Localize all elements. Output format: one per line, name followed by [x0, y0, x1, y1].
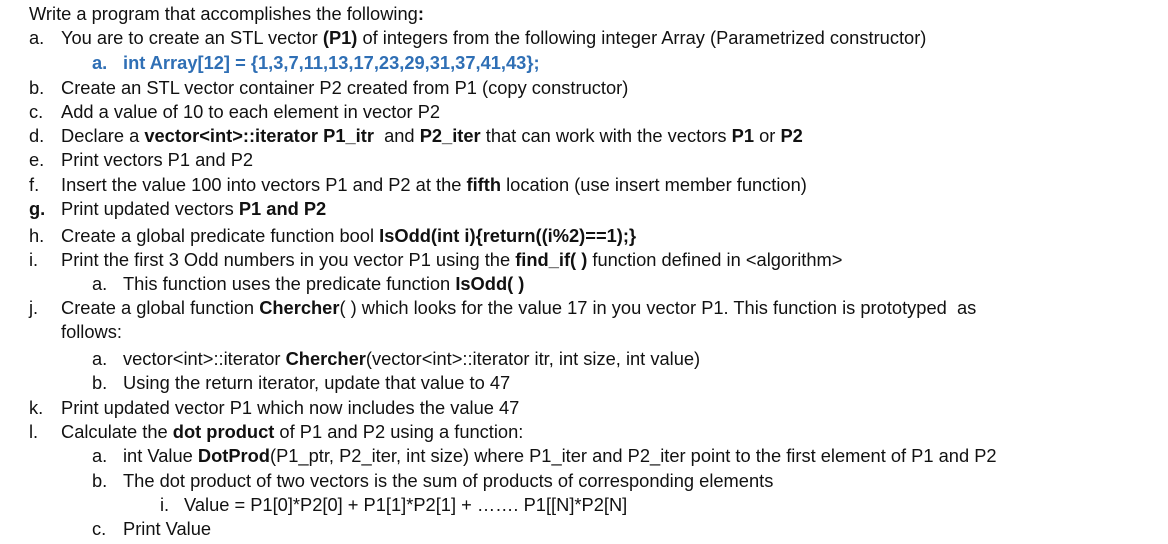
item-marker: b.: [29, 77, 45, 98]
item-marker: f.: [29, 174, 40, 195]
item-marker: k.: [29, 397, 44, 418]
item-marker: c.: [29, 101, 44, 122]
item-marker: j.: [29, 297, 39, 318]
item-text: Create an STL vector container P2 created from P1 (copy constructor): [61, 77, 629, 98]
assignment-page: Write a program that accomplishes the following: a. You are to create an STL vector (P1) of integers from the following integer Array (Parametrized constructor) a. int Array[12] = {1,3,7,11,13,17,23,29,31,37,41,43}; b. Create an STL vector container P2 created from P1 (copy constructor) c. Add a value of 10 to each element in vector P2 d. Declare a vector<int>::iterator P1_itr and P2_iter that can work with the vectors P1 or P2 e. Print vectors P1 and P2 f. Insert the value 100 into vectors P1 and P2 at the fifth location (use insert member function) g. Print updated vectors P1 and P2 h. Create a global predicate function bool IsOdd(int i){return((i%2)==1);} i. Print the first 3 Odd numbers in you vector P1 using the find_if( ) function defined in <algorithm> a. This function uses the predicate function IsOdd( ) j. Create a global function Chercher( ) which looks for the value 17 in you vector P1. This function is prototyped as follows: a. vector<int>::iterator Chercher(vector<int>::iterator itr, int size, int value) b. Using the return iterator, update that value to 47 k. Print updated vector P1 which now includes the value 47 l. Calculate the dot product of P1 and P2 using a function: a. int Value DotProd(P1_ptr, P2_iter, int size) where P1_iter and P2_iter point to the first element of P1 and P2 b. The dot product of two vectors is the sum of products of corresponding elements i. Value = P1[0]*P2[0] + P1[1]*P2[1] + ……. P1[[N]*P2[N] c. Print Value: [0, 0, 1168, 538]
item-text: Create a global predicate function bool IsOdd(int i){return((i%2)==1);}: [61, 225, 637, 246]
item-marker: c.: [92, 518, 107, 539]
item-marker: i.: [29, 249, 39, 270]
item-text: vector<int>::iterator Chercher(vector<int>::iterator itr, int size, int value): [123, 348, 701, 369]
item-text: Create a global function Chercher( ) which looks for the value 17 in you vector P1. This function is prototyped as: [61, 297, 977, 318]
item-text: int Array[12] = {1,3,7,11,13,17,23,29,31,37,41,43};: [123, 52, 540, 73]
item-marker: g.: [29, 198, 46, 219]
item-marker: h.: [29, 225, 45, 246]
item-text: int Value DotProd(P1_ptr, P2_iter, int size) where P1_iter and P2_iter point to the first element of P1 and P2: [123, 445, 997, 466]
item-text: Declare a vector<int>::iterator P1_itr and P2_iter that can work with the vectors P1 or P2: [61, 125, 803, 146]
item-text: Using the return iterator, update that value to 47: [123, 372, 511, 393]
item-text: Print vectors P1 and P2: [61, 149, 254, 170]
item-marker: b.: [92, 372, 108, 393]
item-text: Calculate the dot product of P1 and P2 using a function:: [61, 421, 524, 442]
item-marker: a.: [92, 273, 108, 294]
item-marker: l.: [29, 421, 39, 442]
item-text: Print Value: [123, 518, 212, 539]
item-text: Value = P1[0]*P2[0] + P1[1]*P2[1] + ……. P1[[N]*P2[N]: [184, 494, 628, 515]
cropped-previous-line: [28, 0, 158, 1]
item-text: Insert the value 100 into vectors P1 and P2 at the fifth location (use insert member function): [61, 174, 807, 195]
item-text: Add a value of 10 to each element in vector P2: [61, 101, 441, 122]
item-marker: b.: [92, 470, 108, 491]
item-text: Print updated vectors P1 and P2: [61, 198, 327, 219]
item-marker: a.: [92, 445, 108, 466]
item-text: Print updated vector P1 which now includes the value 47: [61, 397, 520, 418]
item-marker: a.: [92, 52, 108, 73]
item-text: This function uses the predicate function IsOdd( ): [123, 273, 525, 294]
item-text: You are to create an STL vector (P1) of integers from the following integer Array (Parametrized constructor): [61, 27, 927, 48]
item-marker: a.: [29, 27, 45, 48]
item-marker: i.: [160, 494, 170, 515]
item-marker: e.: [29, 149, 45, 170]
item-marker: d.: [29, 125, 45, 146]
item-text: follows:: [61, 321, 122, 342]
item-marker: a.: [92, 348, 108, 369]
item-text: The dot product of two vectors is the sum of products of corresponding elements: [123, 470, 774, 491]
item-text: Print the first 3 Odd numbers in you vector P1 using the find_if( ) function defined in <algorithm>: [61, 249, 843, 270]
